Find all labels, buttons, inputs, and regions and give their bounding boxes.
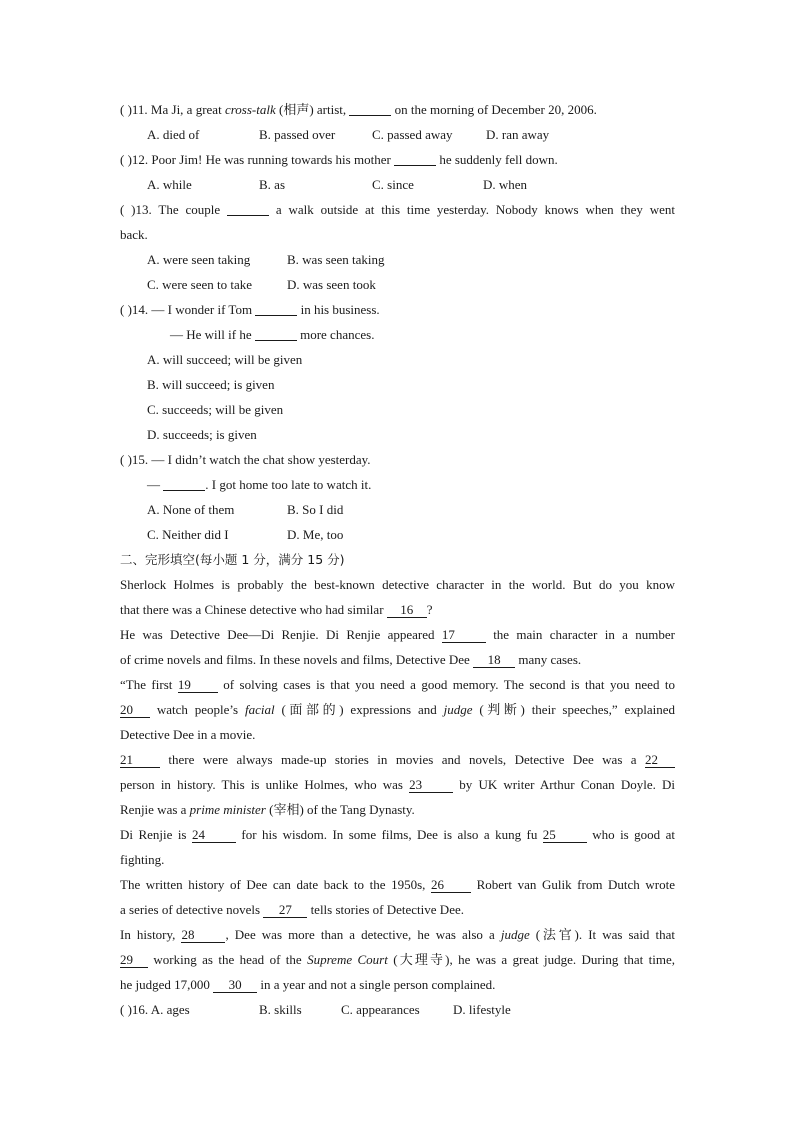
option-b: B. skills [259, 1002, 302, 1017]
blank-21: 21 [120, 752, 160, 768]
option-b: B. was seen taking [287, 252, 385, 267]
passage-text: by UK writer Arthur Conan Doyle. Di [453, 777, 675, 792]
question-stem: ( )16. A. ages [120, 1002, 190, 1017]
option-c: C. succeeds; will be given [147, 402, 284, 417]
passage-text: watch people’s [150, 702, 245, 717]
italic-term: prime minister [189, 802, 266, 817]
passage-text: many cases. [515, 652, 582, 667]
option-c: C. since [372, 177, 414, 192]
blank-22: 22 [645, 752, 675, 768]
option-c: C. Neither did I [147, 527, 229, 542]
answer-blank [255, 326, 297, 341]
option-a: A. while [147, 177, 192, 192]
answer-blank [255, 301, 297, 316]
passage-text: that there was a Chinese detective who had similar [120, 602, 387, 617]
passage-text: (大理寺), he was a great judge. During that time, [387, 952, 675, 967]
question-stem: ( )11. Ma Ji, a great [120, 102, 225, 117]
passage-text: who is good at [586, 827, 675, 842]
passage-text: “The first [120, 677, 178, 692]
blank-18: 18 [473, 652, 515, 668]
option-b: B. So I did [287, 502, 344, 517]
option-d: D. was seen took [287, 277, 376, 292]
blank-24: 24 [192, 827, 236, 843]
passage-text: In history, [120, 927, 182, 942]
question-11 [120, 97, 675, 122]
blank-19: 19 [178, 677, 218, 693]
passage-text: the main character in a number [485, 627, 675, 642]
blank-29: 29 [120, 952, 148, 968]
question-stem: (相声) artist, [275, 102, 350, 117]
passage-line [120, 822, 675, 847]
blank-17: 17 [442, 627, 486, 643]
blank-26: 26 [431, 877, 471, 893]
exam-page [120, 97, 675, 1022]
passage-text: in a year and not a single person complained. [257, 977, 496, 992]
passage-text: (宰相) of the Tang Dynasty. [265, 802, 415, 817]
section-title: 二、完形填空(每小题 1 分，满分 15 分) [120, 552, 345, 567]
option-b: B. will succeed; is given [147, 377, 275, 392]
blank-23: 23 [409, 777, 453, 793]
passage-text: , Dee was more than a detective, he was also a [225, 927, 501, 942]
question-15-reply [120, 472, 675, 497]
passage-text: (面部的) expressions and [274, 702, 444, 717]
passage-text: there were always made-up stories in movies and novels, Detective Dee was a [160, 752, 645, 767]
question-14 [120, 297, 675, 322]
passage-text: of crime novels and films. In these novels and films, Detective Dee [120, 652, 474, 667]
option-d: D. when [483, 177, 528, 192]
question-stem: ( )12. Poor Jim! He was running towards his mother [120, 152, 395, 167]
question-12-options [120, 172, 675, 197]
blank-25: 25 [543, 827, 587, 843]
question-stem: — [147, 477, 164, 492]
blank-27: 27 [263, 902, 307, 918]
option-d: D. Me, too [287, 527, 344, 542]
question-12 [120, 147, 675, 172]
question-14-reply [120, 322, 675, 347]
option-a: A. None of them [147, 502, 235, 517]
question-stem: a walk outside at this time yesterday. Nobody knows when they went [268, 202, 675, 217]
passage-line: fighting. [120, 852, 165, 867]
option-a: A. will succeed; will be given [147, 352, 303, 367]
passage-text: a series of detective novels [120, 902, 264, 917]
question-stem: back. [120, 227, 148, 242]
italic-term: judge [443, 702, 473, 717]
question-stem: ( )13. The couple [120, 202, 227, 217]
question-15-options-2 [120, 522, 675, 547]
passage-line [120, 622, 675, 647]
answer-blank [227, 201, 269, 216]
passage-line [120, 672, 675, 697]
option-b: B. as [259, 177, 285, 192]
passage-text: (判断) their speeches,” explained [472, 702, 675, 717]
passage-text: Renjie was a [120, 802, 190, 817]
passage-text: Di Renjie is [120, 827, 192, 842]
question-stem: more chances. [296, 327, 375, 342]
question-stem: he suddenly fell down. [436, 152, 558, 167]
passage-line [120, 772, 675, 797]
question-11-options [120, 122, 675, 147]
answer-blank [394, 151, 436, 166]
passage-line [120, 747, 675, 772]
option-d: D. lifestyle [453, 1002, 511, 1017]
blank-28: 28 [181, 927, 225, 943]
blank-30: 30 [213, 977, 257, 993]
passage-line [120, 647, 675, 672]
option-c: C. passed away [372, 127, 453, 142]
italic-term: judge [500, 927, 530, 942]
passage-line: Detective Dee in a movie. [120, 727, 256, 742]
passage-text: tells stories of Detective Dee. [307, 902, 464, 917]
answer-blank [349, 101, 391, 116]
passage-line [120, 872, 675, 897]
option-d: D. succeeds; is given [147, 427, 257, 442]
passage-text: He was Detective Dee—Di Renjie. Di Renjie appeared [120, 627, 442, 642]
question-stem: ( )14. — I wonder if Tom [120, 302, 256, 317]
passage-line [120, 897, 675, 922]
passage-text: of solving cases is that you need a good memory. The second is that you need to [217, 677, 675, 692]
passage-line [120, 697, 675, 722]
option-a: A. died of [147, 127, 200, 142]
option-c: C. appearances [341, 1002, 420, 1017]
passage-text: ? [426, 602, 433, 617]
passage-text: for his wisdom. In some films, Dee is also a kung fu [235, 827, 543, 842]
option-b: B. passed over [259, 127, 336, 142]
question-15-options [120, 497, 675, 522]
answer-blank [163, 476, 205, 491]
question-stem: on the morning of December 20, 2006. [391, 102, 597, 117]
option-a: A. were seen taking [147, 252, 251, 267]
passage-text: Robert van Gulik from Dutch wrote [471, 877, 675, 892]
question-13-options-2 [120, 272, 675, 297]
italic-term: Supreme Court [307, 952, 388, 967]
question-stem: . I got home too late to watch it. [205, 477, 372, 492]
question-15: ( )15. — I didn’t watch the chat show yesterday. [120, 452, 371, 467]
option-d: D. ran away [486, 127, 550, 142]
question-16 [120, 997, 675, 1022]
passage-text: (法官). It was said that [529, 927, 675, 942]
passage-text: he judged 17,000 [120, 977, 214, 992]
italic-term: cross-talk [224, 102, 276, 117]
passage-line [120, 922, 675, 947]
option-c: C. were seen to take [147, 277, 253, 292]
passage-line: Sherlock Holmes is probably the best-known detective character in the world. But do you know [120, 577, 675, 592]
question-13 [120, 197, 675, 222]
passage-line [120, 597, 675, 622]
italic-term: facial [244, 702, 275, 717]
passage-line [120, 972, 675, 997]
passage-line [120, 947, 675, 972]
passage-text: person in history. This is unlike Holmes, who was [120, 777, 410, 792]
question-stem: in his business. [297, 302, 380, 317]
passage-line [120, 797, 675, 822]
blank-20: 20 [120, 702, 150, 718]
passage-text: working as the head of the [148, 952, 308, 967]
blank-16: 16 [387, 602, 427, 618]
passage-text: The written history of Dee can date back to the 1950s, [120, 877, 432, 892]
question-stem: — He will if he [170, 327, 255, 342]
question-13-options [120, 247, 675, 272]
